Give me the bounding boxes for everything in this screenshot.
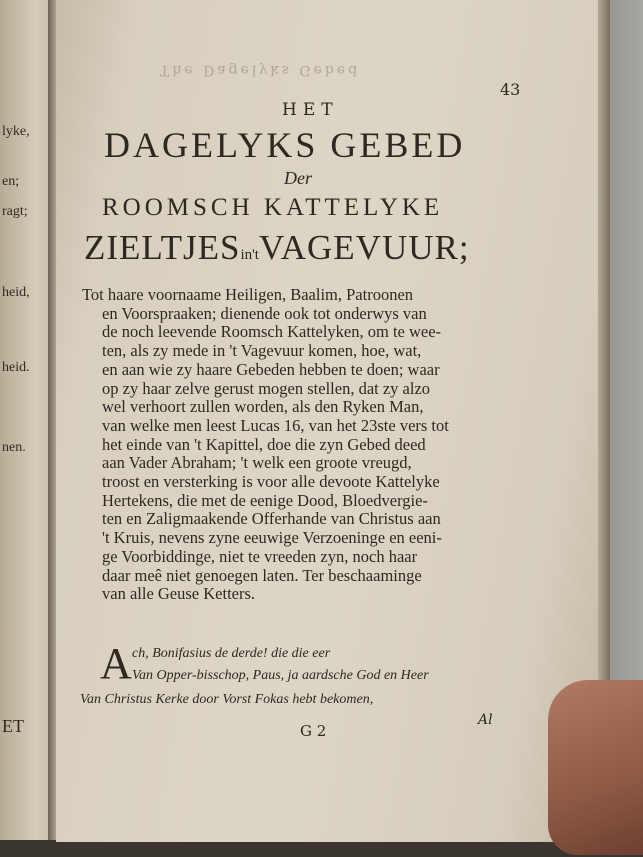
previous-page-fragment: heid, <box>2 285 30 300</box>
verse-line: Van Christus Kerke door Vorst Fokas hebt bekomen, <box>80 692 374 707</box>
body-line: Tot haare voornaame Heiligen, Baalim, Patroonen <box>82 285 414 304</box>
body-line: van alle Geuse Ketters. <box>102 584 256 604</box>
body-paragraph <box>82 286 522 604</box>
previous-page <box>0 0 52 840</box>
holding-thumb <box>548 680 643 855</box>
previous-page-fragment: lyke, <box>2 124 30 139</box>
title-line-der: Der <box>284 168 312 188</box>
drop-cap: A <box>100 639 132 688</box>
body-line: en aan wie zy haare Gebeden hebben te doen; waar <box>102 359 440 379</box>
bleed-through-text: The Dagelyks Gebed <box>160 62 361 78</box>
body-line: op zy haar zelve gerust mogen stellen, dat zy alzo <box>102 378 431 398</box>
verse-line: Van Opper-bisschop, Paus, ja aardsche God en Heer <box>132 668 429 683</box>
catchword: Al <box>478 712 493 728</box>
body-line: de noch leevende Roomsch Kattelyken, om te wee- <box>102 322 442 342</box>
body-line: en Voorspraaken; dienende ook tot onderwys van <box>102 303 427 323</box>
body-line: 't Kruis, nevens zyne eeuwige Verzoeninge en eeni- <box>102 528 442 548</box>
previous-page-fragment: ragt; <box>2 204 28 219</box>
body-line: daar meê niet genoegen laten. Ter beschaaminge <box>102 565 422 585</box>
title-line-zieltjes <box>84 228 470 268</box>
title-int-word: in't <box>240 247 259 263</box>
body-line: ge Voorbiddinge, niet te vreeden zyn, noch haar <box>102 546 418 566</box>
body-line: wel verhoort zullen worden, als den Ryken Man, <box>102 397 424 417</box>
previous-page-fragment: ET <box>2 716 24 736</box>
previous-page-fragment: en; <box>2 174 20 189</box>
previous-page-fragment: heid. <box>2 360 30 375</box>
body-line: aan Vader Abraham; 't welk een groote vreugd, <box>102 453 412 473</box>
body-line: troost en versterking is voor alle devoote Kattelyke <box>102 472 440 492</box>
title-zieltjes-word: ZIELTJES <box>84 228 241 267</box>
title-line-roomsch-kattelyke: ROOMSCH KATTELYKE <box>102 194 444 221</box>
body-line: het einde van 't Kapittel, doe die zyn Gebed deed <box>102 434 426 454</box>
body-line: ten, als zy mede in 't Vagevuur komen, hoe, wat, <box>102 341 422 361</box>
body-line: Hertekens, die met de eenige Dood, Bloedvergie- <box>102 490 428 510</box>
title-line-het: HET <box>282 100 339 120</box>
previous-page-fragment: nen. <box>2 440 26 455</box>
title-line-dagelyks-gebed: DAGELYKS GEBED <box>104 125 466 165</box>
verse-line: ch, Bonifasius de derde! die die eer <box>132 646 331 661</box>
body-line: ten en Zaligmaakende Offerhande van Christus aan <box>102 509 441 529</box>
signature-mark: G 2 <box>300 722 327 740</box>
page-number: 43 <box>500 80 521 99</box>
body-line: van welke men leest Lucas 16, van het 23ste vers tot <box>102 415 449 435</box>
title-vagevuur-word: VAGEVUUR; <box>258 228 470 267</box>
